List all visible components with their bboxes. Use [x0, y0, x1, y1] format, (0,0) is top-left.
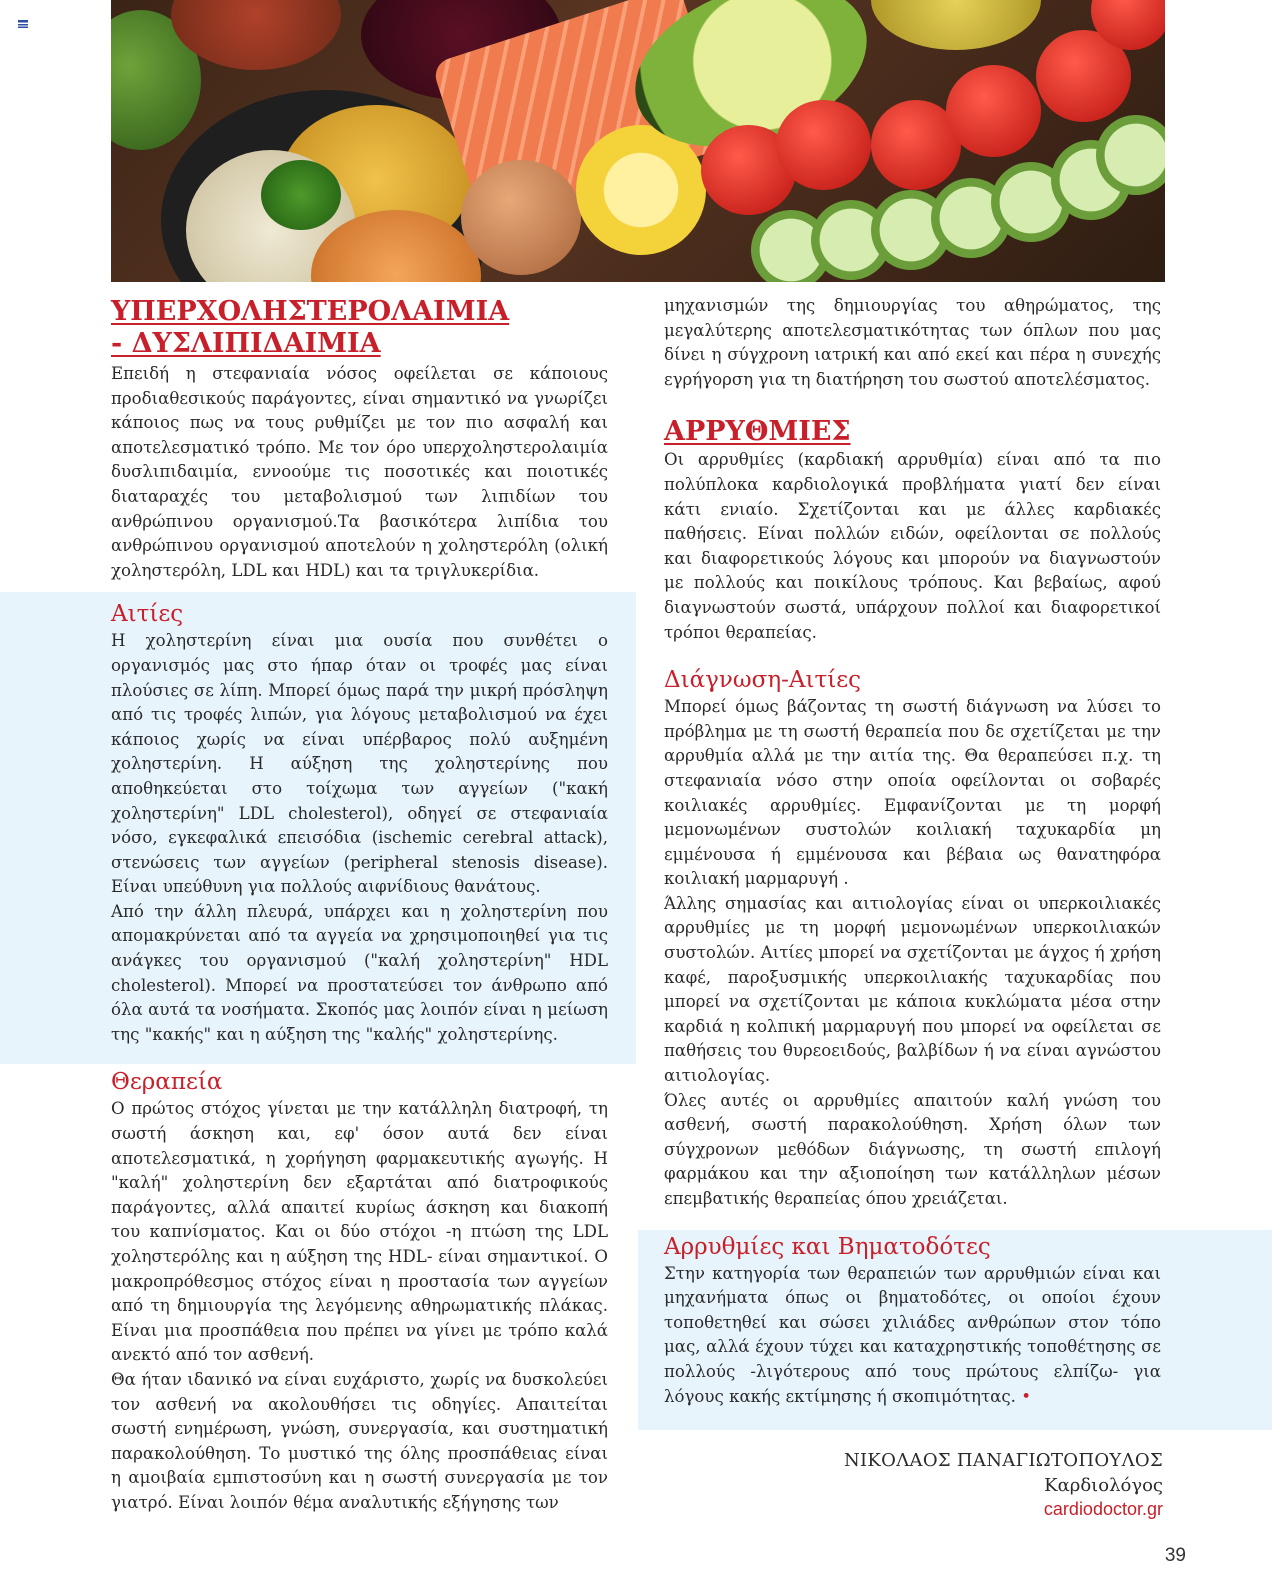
pacemaker-text: Στην κατηγορία των θεραπειών των αρρυθμιών είναι και μηχανήματα όπως οι βηματοδότες, οι οποίοι έχουν τοποθετηθεί και σώσει χιλιάδες ανθρώπων στον τόπο μας, αλλά έχουν τύχει και καταχρηστικής τοποθέτησης σε πολλούς -λιγότερους από τους πρώτους ελπίζω- για λόγους κακής εκτίμησης ή σκοπιμότητας. [664, 1263, 1161, 1406]
left-column [111, 296, 608, 1516]
egg-shape [461, 160, 581, 275]
arrhythmia-paragraph: Οι αρρυθμίες (καρδιακή αρρυθμία) είναι από τα πιο πολύπλοκα καρδιολογικά προβλήματα γιατί δεν είναι κάτι ενιαίο. Σχετίζονται και με άλλες καρδιακές παθήσεις. Είναι πολλών ειδών, οφείλονται σε πολλούς και διαφορετικούς λόγους και μπορούν να διαγνωστούν με πολλούς και ποικίλους τρόπους. Και βεβαίως, αφού διαγνωστούν σωστά, υπάρχουν πολλοί και διαφορετικοί τρόποι θεραπείας. [664, 450, 1161, 642]
end-mark-icon: • [1021, 1386, 1031, 1406]
arrhythmia-heading: ΑΡΡΥΘΜΙΕΣ [664, 416, 851, 448]
yellow-tomato-bowl-shape [871, 0, 1041, 50]
tomato-shape-4 [946, 65, 1041, 157]
website-link[interactable]: cardiodoctor.gr [1043, 1499, 1163, 1519]
lemon-shape [576, 125, 706, 255]
pacemaker-heading: Αρρυθμίες και Βηματοδότες [664, 1233, 991, 1260]
diagnosis-paragraph-1: Μπορεί όμως βάζοντας τη σωστή διάγνωση να λύσει το πρόβλημα με τη σωστή θεραπεία που δε σχετίζεται με την αρρυθμία αλλά με την αιτία της. Θα θεραπεύσει π.χ. τη στεφανιαία νόσο στην οποία οφείλονται οι σοβαρές κοιλιακές αρρυθμίες. Εμφανίζονται με τη μορφή μεμονωμένων συστολών κοιλιακή ταχυκαρδία μη εμμένουσα ή εμμένουσα και βέβαια ως θανατηφόρα κοιλιακή μαρμαρυγή . [664, 697, 1161, 889]
diagnosis-heading: Διάγνωση-Αιτίες [664, 667, 862, 694]
therapy-heading: Θεραπεία [111, 1069, 223, 1096]
main-heading-line2: - ΔΥΣΛΙΠΙΔΑΙΜΙΑ [111, 328, 381, 359]
therapy-paragraph-2: Θα ήταν ιδανικό να είναι ευχάριστο, χωρίς να δυσκολεύει τον ασθενή να ακολουθήσει τις οδηγίες. Απαιτείται σωστή ενημέρωση, γνώση, συνεργασία, και συστηματική παρακολούθηση. Το μυστικό της όλης προσπάθειας είναι η αμοιβαία εμπιστοσύνη και η σωστή συνεργασία με τον γιατρό. Είναι λοιπόν θέμα αναλυτικής εξήγησης των [111, 1369, 608, 1512]
continued-paragraph: μηχανισμών της δημιουργίας του αθηρώματος, της μεγαλύτερης αποτελεσματικότητας των όπλων που μας δίνει η σύγχρονη ιατρική και από εκεί και πέρα η συνεχής εγρήγορση για τη διατήρηση του σωστού αποτελέσματος. [664, 296, 1161, 389]
main-heading-line1: ΥΠΕΡΧΟΛΗΣΤΕΡΟΛΑΙΜΙΑ [111, 296, 510, 327]
flag-icon [18, 20, 28, 28]
parsley-shape [261, 160, 341, 230]
causes-paragraph-1: Η χοληστερίνη είναι μια ουσία που συνθέτει ο οργανισμός μας στο ήπαρ όταν οι τροφές μας είναι πλούσιες σε λίπη. Μπορεί όμως παρά την μικρή πρόσληψη από τις τροφές λιπών, για λόγους μεταβολισμού να έχει κάποιος χωρίς να είναι υπέρβαρος πολύ αυξημένη χοληστερίνη. Η αύξηση της χοληστερίνης που αποθηκεύεται στο τοίχωμα των αγγείων ("κακή χοληστερίνη" LDL cholesterol), οδηγεί σε στεφανιαία νόσο, εγκεφαλικά επεισόδια (ischemic cerebral attack), στενώσεις των αγγείων (peripheral stenosis disease). Είναι υπεύθυνη για πολλούς αιφνίδιους θανάτους. [111, 631, 608, 897]
author-name: ΝΙΚΟΛΑΟΣ ΠΑΝΑΓΙΩΤΟΠΟΥΛΟΣ [843, 1450, 1163, 1471]
intro-paragraph: Επειδή η στεφανιαία νόσος οφείλεται σε κάποιους προδιαθεσικούς παράγοντες, είναι σημαντικό να γνωρίζει κάποιος πως να τους ρυθμίζει με τον πιο ασφαλή και αποτελεσματικό τρόπο. Με τον όρο υπερχοληστερολαιμία δυσλιπιδαιμία, εννοούμε τις ποσοτικές και ποιοτικές διαταραχές του μεταβολισμού των λιπιδίων του ανθρώπινου οργανισμού.Τα βασικότερα λιπίδια του ανθρώπινου οργανισμού αποτελούν η χοληστερόλη (ολική χοληστερόλη, LDL και HDL) και τα τριγλυκερίδια. [111, 364, 608, 580]
page-number: 39 [1164, 1545, 1186, 1566]
diagnosis-paragraph-3: Όλες αυτές οι αρρυθμίες απαιτούν καλή γνώση του ασθενή, σωστή παρακολούθηση. Χρήση όλων των σύγχρονων μεθόδων διάγνωσης, τη σωστή επιλογή φαρμάκου και την αξιοποίηση των κατάλληλων μέσων επεμβατικής θεραπείας όπου χρειάζεται. [664, 1090, 1161, 1208]
therapy-paragraph-1: Ο πρώτος στόχος γίνεται με την κατάλληλη διατροφή, τη σωστή άσκηση και, εφ' όσον αυτά δεν είναι αποτελεσματικά, η χορήγηση φαρμακευτικής αγωγής. Η "καλή" χοληστερίνη δεν εξαρτάται από διατροφικούς παράγοντες, αλλά απαιτεί κυρίως άσκηση και διακοπή του καπνίσματος. Και οι δύο στόχοι -η πτώση της LDL χοληστερόλης και η αύξηση της HDL- είναι σημαντικοί. Ο μακροπρόθεσμος στόχος είναι η προστασία των αγγείων από τη δημιουργία της λεγόμενης αθηρωματικής πλάκας. Είναι μια προσπάθεια που πρέπει να γίνει με τρόπο καλά ανεκτό από τον ασθενή. [111, 1099, 608, 1365]
causes-paragraph-2: Από την άλλη πλευρά, υπάρχει και η χοληστερίνη που απομακρύνεται από τα αγγεία να χρησιμοποιηθεί για τις ανάγκες του οργανισμού ("καλή χοληστερίνη" HDL cholesterol). Μπορεί να προστατεύσει τον άνθρωπο από όλα αυτά τα νοσήματα. Σκοπός μας λοιπόν είναι η μείωση της "κακής" και η αύξηση της "καλής" χοληστερίνης. [111, 901, 608, 1044]
causes-heading: Αιτίες [111, 601, 184, 628]
tomato-shape-2 [776, 100, 871, 190]
author-title: Καρδιολόγος [1044, 1475, 1163, 1496]
diagnosis-paragraph-2: Άλλης σημασίας και αιτιολογίας είναι οι υπερκοιλιακές αρρυθμίες με τη μορφή μεμονωμένων υπερκοιλιακών συστολών. Αιτίες μπορεί να σχετίζονται με άγχος ή χρήση καφέ, παροξυσμικής υπερκοιλιακής ταχυκαρδίας που μπορεί να σχετίζονται με κάποια κυκλώματα μέσα στην καρδιά η κολπική μαρμαρυγή που μπορεί να οφείλεται σε παθήσεις του θυρεοειδούς, βαλβίδων ή να είναι αγνώστου αιτιολογίας. [664, 893, 1161, 1086]
hero-food-photo [111, 0, 1165, 282]
right-column [664, 294, 1161, 1409]
pacemaker-paragraph [664, 1262, 1161, 1410]
